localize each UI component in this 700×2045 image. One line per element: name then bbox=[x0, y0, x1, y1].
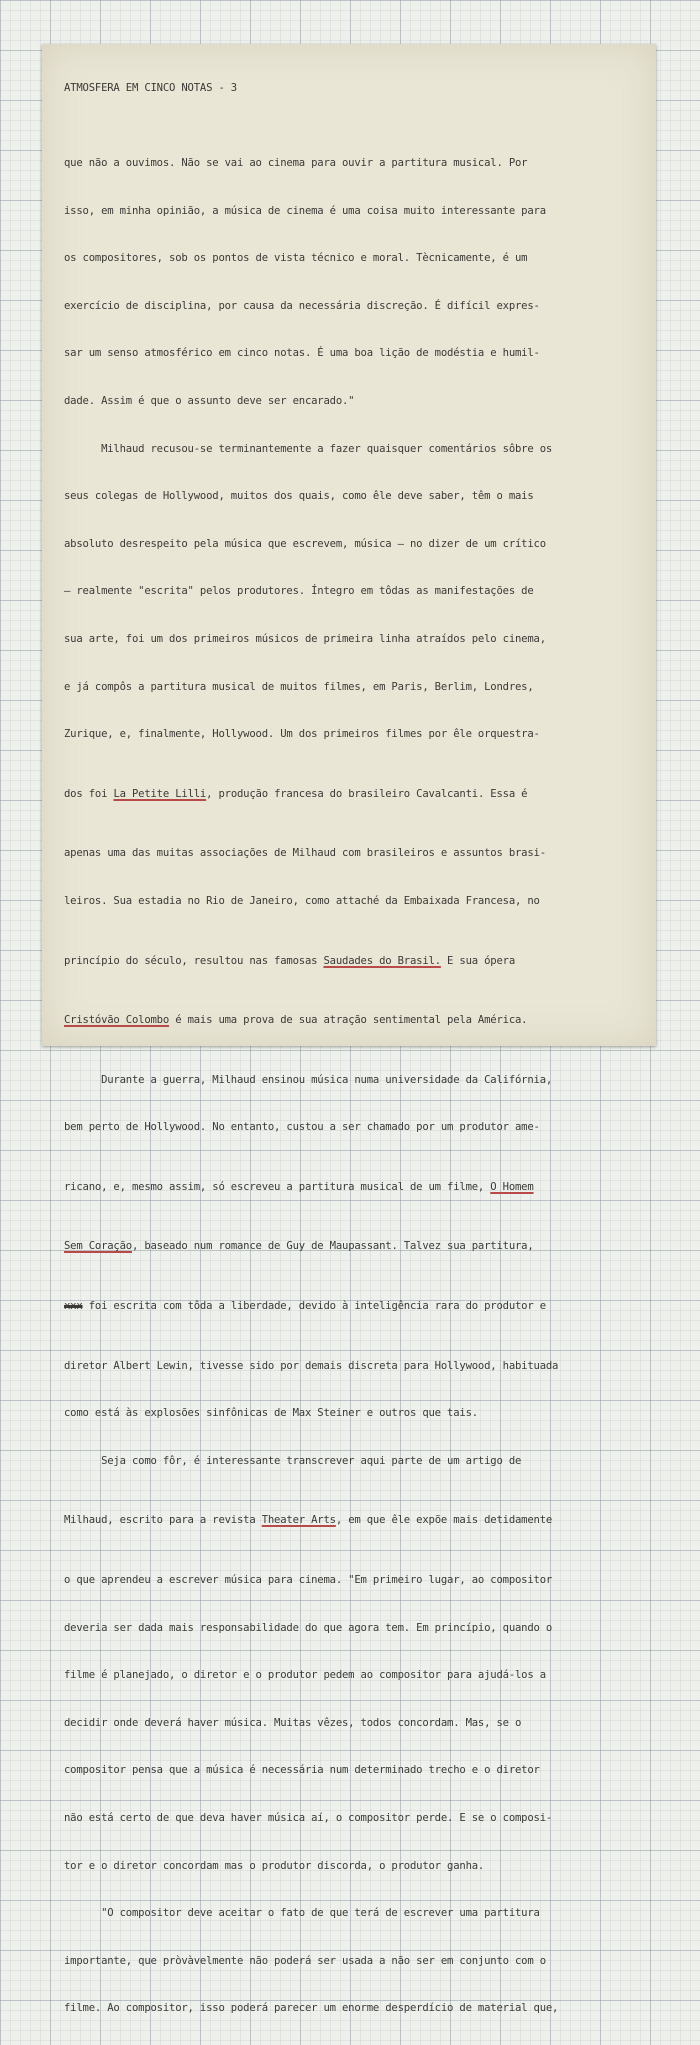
text-line: compositor pensa que a música é necessária num determinado trecho e o diretor bbox=[64, 1764, 540, 1777]
document-page bbox=[42, 44, 656, 2015]
page-header: ATMOSFERA EM CINCO NOTAS - 3 bbox=[64, 82, 237, 94]
text-line: seus colegas de Hollywood, muitos dos quais, como êle deve saber, têm o mais bbox=[64, 490, 534, 503]
text-line: exercício de disciplina, por causa da necessária discreção. É difícil expres- bbox=[64, 299, 540, 312]
struck-out-word: xxx bbox=[64, 1300, 83, 1313]
text-line: sar um senso atmosférico em cinco notas. É uma boa lição de modéstia e humil- bbox=[64, 347, 540, 360]
text-segment: E sua ópera bbox=[440, 954, 516, 967]
text-line bbox=[64, 1509, 654, 1533]
text-line: filme. Ao compositor, isso poderá parecer um enorme desperdício de material que, bbox=[64, 2002, 559, 2015]
text-segment: Milhaud, escrito para a revista bbox=[64, 1514, 262, 1527]
text-line: isso, em minha opinião, a música de cinema é uma coisa muito interessante para bbox=[64, 204, 546, 217]
underlined-film-title: La Petite Lilli bbox=[113, 787, 207, 800]
text-line: decidir onde deverá haver música. Muitas vêzes, todos concordam. Mas, se o bbox=[64, 1716, 522, 1729]
text-line: Durante a guerra, Milhaud ensinou música numa universidade da Califórnia, bbox=[64, 1073, 553, 1086]
text-line: bem perto de Hollywood. No entanto, custou a ser chamado por um produtor ame- bbox=[64, 1121, 540, 1134]
text-line: apenas uma das muitas associações de Milhaud com brasileiros e assuntos brasi- bbox=[64, 847, 546, 860]
text-line bbox=[64, 783, 654, 807]
underlined-work-title: Saudades do Brasil. bbox=[323, 954, 441, 967]
text-line bbox=[64, 1235, 654, 1259]
text-segment: , baseado num romance de Guy de Maupassant. Talvez sua partitura, bbox=[131, 1240, 534, 1253]
text-segment: é mais uma prova de sua atração sentimental pela América. bbox=[169, 1014, 528, 1027]
underlined-opera-title: Cristóvão Colombo bbox=[64, 1014, 170, 1027]
text-segment: , produção francesa do brasileiro Cavalcanti. Essa é bbox=[206, 787, 528, 800]
text-line: leiros. Sua estadia no Rio de Janeiro, como attaché da Embaixada Francesa, no bbox=[64, 894, 540, 907]
text-line: Milhaud recusou-se terminantemente a fazer quaisquer comentários sôbre os bbox=[64, 442, 553, 455]
underlined-film-title: O Homem bbox=[490, 1180, 534, 1193]
text-line: importante, que pròvàvelmente não poderá ser usada a não ser em conjunto com o bbox=[64, 1954, 546, 1967]
text-line: Zurique, e, finalmente, Hollywood. Um dos primeiros filmes por êle orquestra- bbox=[64, 728, 540, 741]
underlined-magazine-title: Theater Arts bbox=[261, 1514, 336, 1527]
text-line: os compositores, sob os pontos de vista técnico e moral. Tècnicamente, é um bbox=[64, 252, 528, 265]
text-line bbox=[64, 1176, 654, 1200]
text-line bbox=[64, 1009, 654, 1033]
text-line bbox=[64, 950, 654, 974]
text-line: filme é planejado, o diretor e o produtor pedem ao compositor para ajudá-los a bbox=[64, 1669, 546, 1682]
text-line: tor e o diretor concordam mas o produtor discorda, o produtor ganha. bbox=[64, 1859, 485, 1872]
text-line: "O compositor deve aceitar o fato de que terá de escrever uma partitura bbox=[64, 1907, 540, 1920]
text-line: diretor Albert Lewin, tivesse sido por demais discreta para Hollywood, habituada bbox=[64, 1359, 559, 1372]
text-segment: ricano, e, mesmo assim, só escreveu a partitura musical de um filme, bbox=[64, 1180, 491, 1193]
text-segment: princípio do século, resultou nas famosas bbox=[64, 954, 324, 967]
text-line: — realmente "escrita" pelos produtores. Íntegro em tôdas as manifestações de bbox=[64, 585, 534, 598]
text-line bbox=[64, 1295, 654, 1319]
text-line: o que aprendeu a escrever música para cinema. "Em primeiro lugar, ao compositor bbox=[64, 1574, 553, 1587]
text-line: que não a ouvimos. Não se vai ao cinema para ouvir a partitura musical. Por bbox=[64, 157, 528, 169]
text-line: não está certo de que deva haver música aí, o compositor perde. E se o composi- bbox=[64, 1812, 553, 1824]
text-line: sua arte, foi um dos primeiros músicos de primeira linha atraídos pelo cinema, bbox=[64, 632, 546, 645]
text-segment: , em que êle expõe mais detidamente bbox=[335, 1514, 553, 1527]
text-line: como está às explosões sinfônicas de Max Steiner e outros que tais. bbox=[64, 1407, 478, 1420]
text-line: absoluto desrespeito pela música que escrevem, música — no dizer de um crítico bbox=[64, 537, 546, 550]
text-line: e já compôs a partitura musical de muitos filmes, em Paris, Berlim, Londres, bbox=[64, 680, 534, 693]
text-segment: dos foi bbox=[64, 787, 114, 800]
text-line: deveria ser dada mais responsabilidade do que agora tem. Em princípio, quando o bbox=[64, 1621, 553, 1634]
typewritten-text bbox=[64, 54, 654, 2045]
text-line: Seja como fôr, é interessante transcrever aqui parte de um artigo de bbox=[64, 1454, 522, 1467]
underlined-film-title: Sem Coração bbox=[64, 1240, 132, 1253]
text-segment: foi escrita com tôda a liberdade, devido à inteligência rara do produtor e bbox=[82, 1300, 546, 1313]
text-line: dade. Assim é que o assunto deve ser encarado." bbox=[64, 394, 355, 407]
